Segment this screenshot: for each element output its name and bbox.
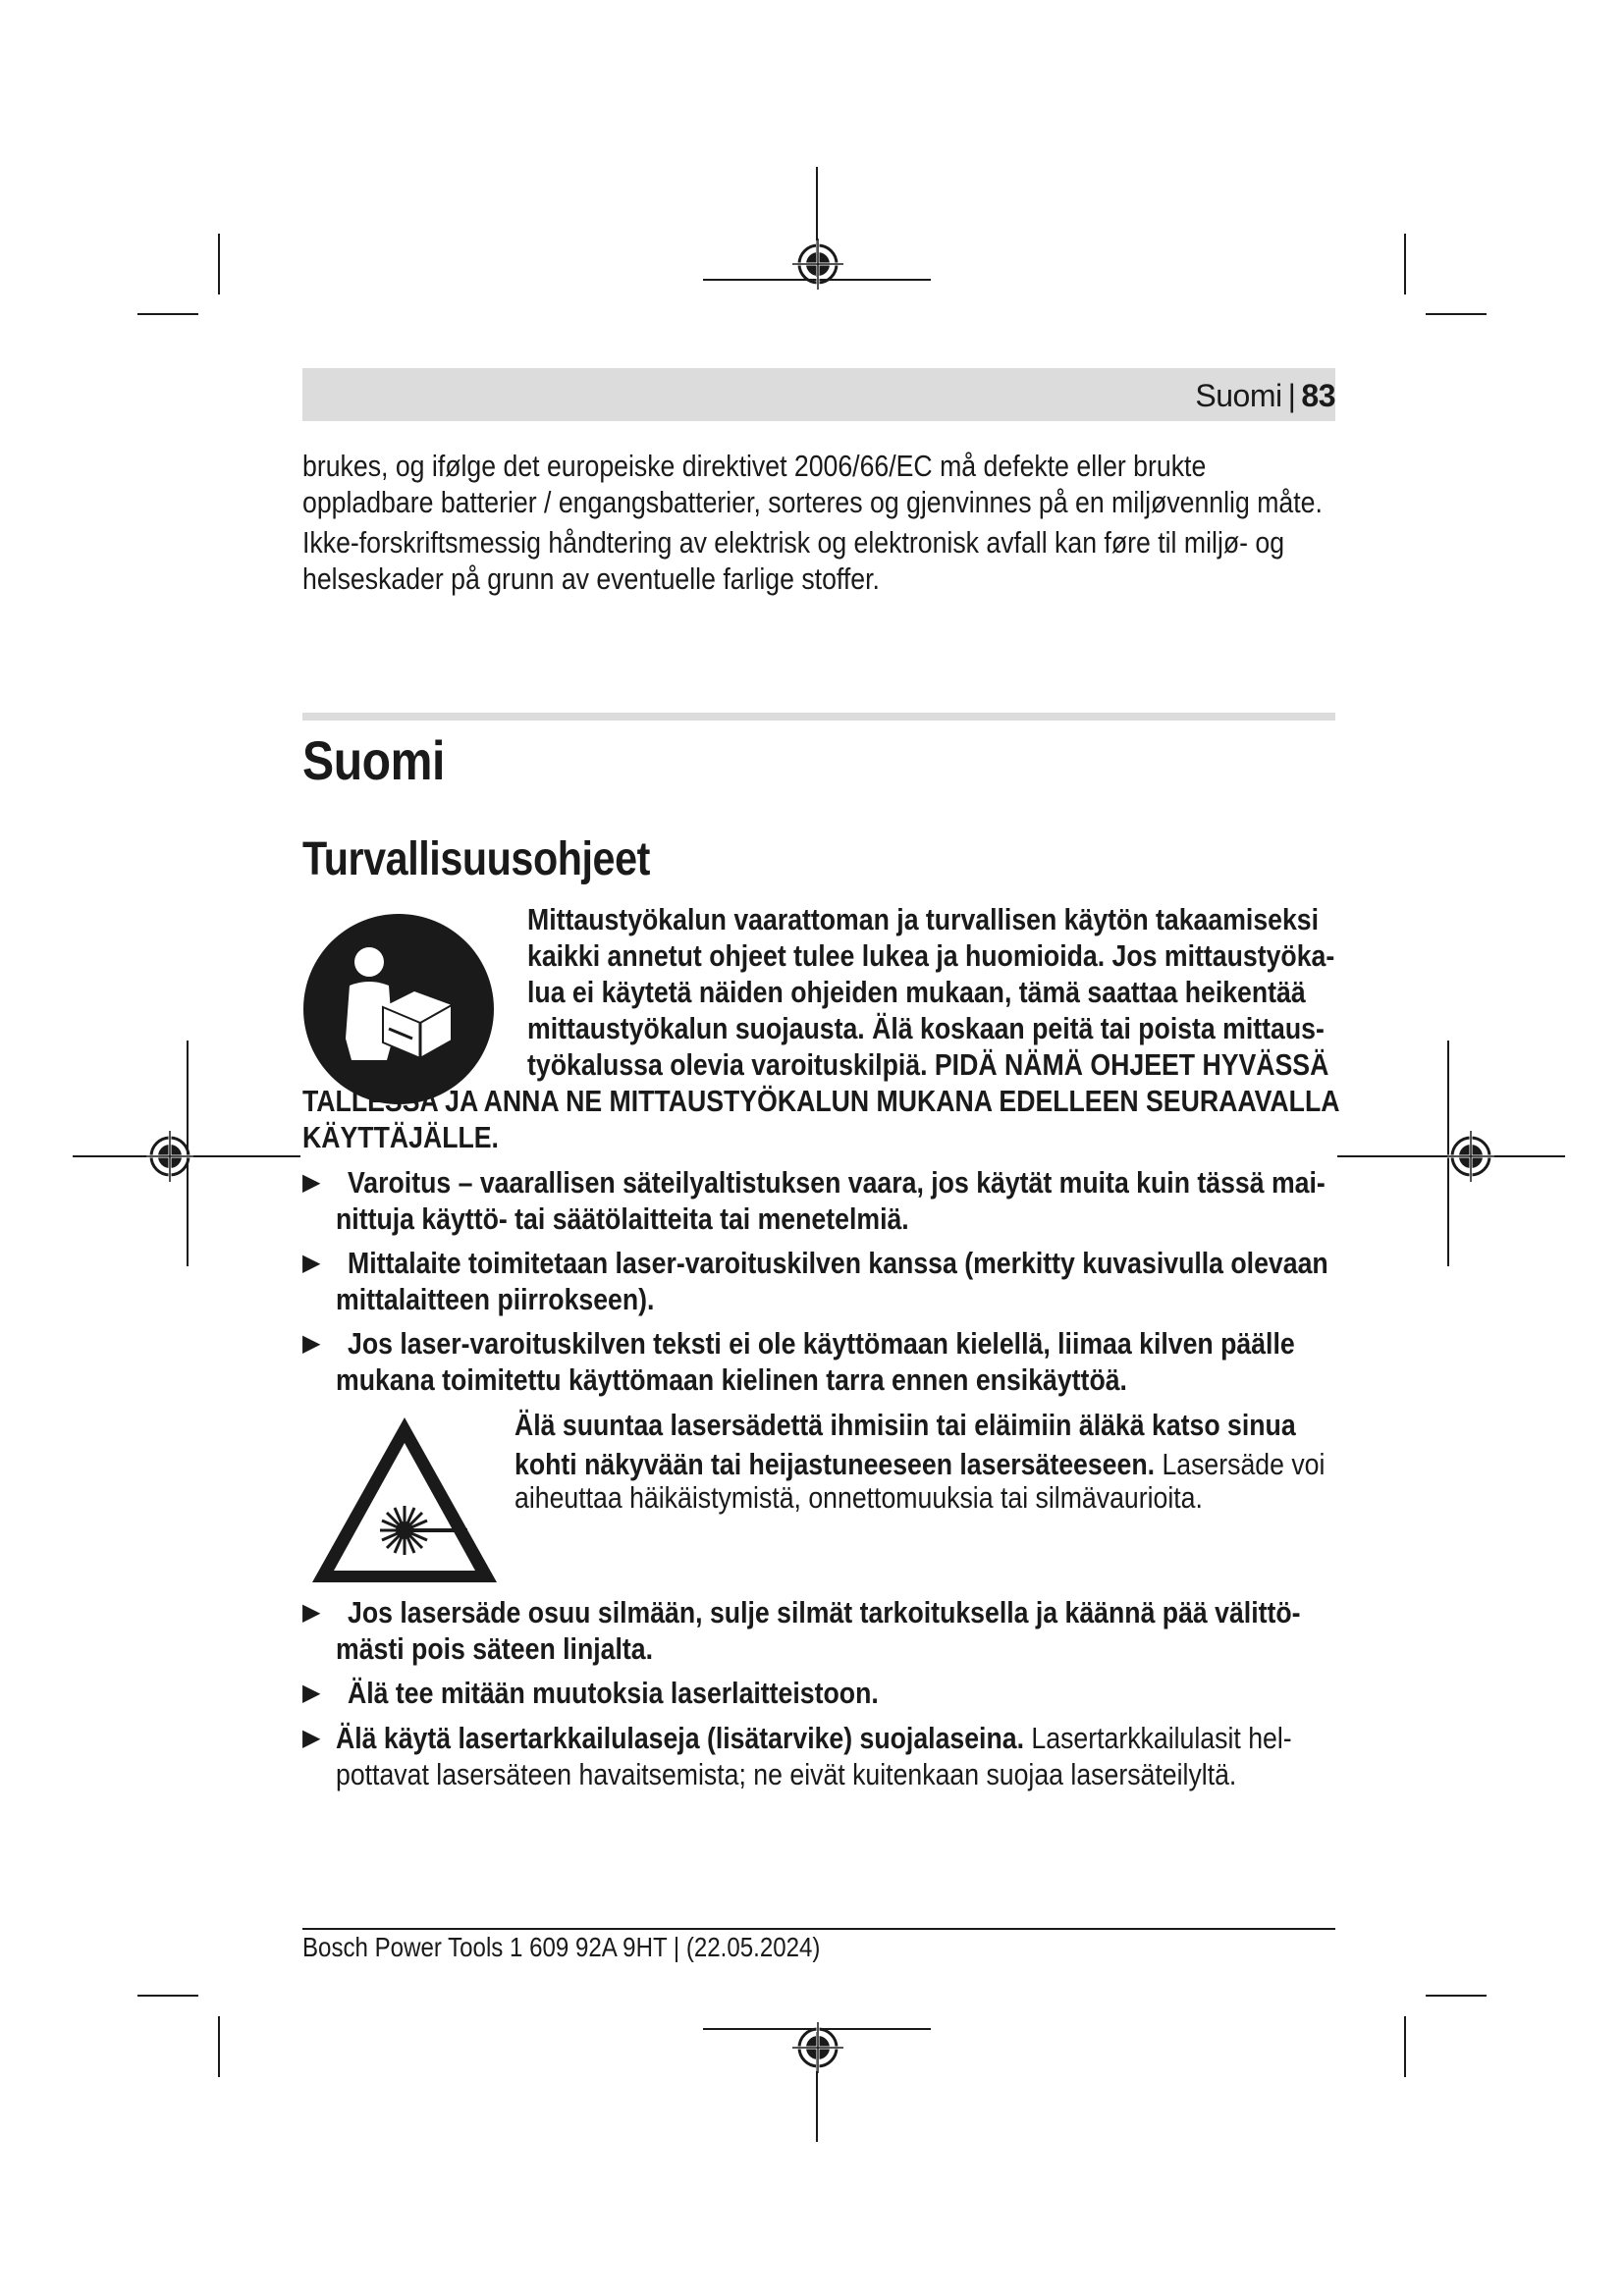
running-header: Suomi | 83 <box>1195 378 1335 413</box>
safety-intro-beside-icon <box>527 901 1466 1083</box>
registration-mark-icon <box>792 239 843 290</box>
list-item-text: Jos lasersäde osuu silmään, sulje silmät tarkoituksella ja käännä pää välittö- <box>348 1595 1301 1629</box>
bullet-marker: ▶ <box>302 1725 321 1751</box>
list-item-text: Älä käytä lasertarkkailulaseja (lisätarvike) suojalaseina. Lasertarkkailulasit hel- <box>336 1721 1292 1755</box>
text-line: brukes, og ifølge det europeiske direktivet 2006/66/EC må defekte eller brukte <box>302 449 1207 483</box>
subsection-title: Turvallisuusohjeet <box>302 833 650 885</box>
list-item-text: pottavat lasersäteen havaitsemista; ne eivät kuitenkaan suojaa lasersäteilyltä. <box>336 1757 1237 1791</box>
text-line: oppladbare batterier / engangsbatterier, sorteres og gjenvinnes på en miljøvennlig måte. <box>302 485 1323 519</box>
bullet-marker: ▶ <box>302 1250 321 1276</box>
text-line: KÄYTTÄJÄLLE. <box>302 1120 499 1154</box>
running-header-bar <box>302 368 1335 421</box>
bullet-marker: ▶ <box>302 1680 321 1706</box>
footer-divider <box>302 1928 1335 1930</box>
text-line: kaikki annetut ohjeet tulee lukea ja huomioida. Jos mittaustyöka- <box>527 938 1335 973</box>
list-item-text: mukana toimitettu käyttömaan kielinen tarra ennen ensikäyttöä. <box>336 1362 1127 1397</box>
bullet-marker: ▶ <box>302 1330 321 1357</box>
footer: Bosch Power Tools 1 609 92A 9HT | (22.05.2024) <box>302 1932 821 1962</box>
text-line: TALLESSA JA ANNA NE MITTAUSTYÖKALUN MUKANA EDELLEEN SEURAAVALLA <box>302 1084 1340 1118</box>
list-item-text: mittalaitteen piirrokseen). <box>336 1282 655 1316</box>
intro-paragraph <box>302 448 1489 597</box>
text-line: mittaustyökalun suojausta. Älä koskaan peitä tai poista mittaus- <box>527 1011 1325 1045</box>
list-item-text: nittuja käyttö- tai säätölaitteita tai menetelmiä. <box>336 1201 909 1236</box>
text-line: helseskader på grunn av eventuelle farlige stoffer. <box>302 561 880 596</box>
bullet-marker: ▶ <box>302 1169 321 1196</box>
page-number: 83 <box>1301 378 1335 413</box>
laser-warning-icon <box>308 1414 501 1586</box>
section-title: Suomi <box>302 729 446 791</box>
read-manual-icon <box>302 913 495 1105</box>
text-line: Älä suuntaa lasersädettä ihmisiin tai eläimiin äläkä katso sinua <box>514 1408 1296 1442</box>
list-item-text: Varoitus – vaarallisen säteilyaltistuksen vaara, jos käytät muita kuin tässä mai- <box>348 1165 1326 1200</box>
list-item-text: Älä tee mitään muutoksia laserlaitteistoon. <box>348 1676 879 1710</box>
safety-intro-full-width <box>302 1083 1509 1155</box>
list-item-text: Mittalaite toimitetaan laser-varoituskilven kanssa (merkitty kuvasivulla olevaan <box>348 1246 1328 1280</box>
header-section: Suomi <box>1195 378 1282 413</box>
text-line: aiheuttaa häikäistymistä, onnettomuuksia tai silmävaurioita. <box>514 1480 1203 1515</box>
text-line: lua ei käytetä näiden ohjeiden mukaan, tämä saattaa heikentää <box>527 975 1306 1009</box>
list-item-text: Jos laser-varoituskilven teksti ei ole käyttömaan kielellä, liimaa kilven päälle <box>348 1326 1295 1361</box>
text-line: Mittaustyökalun vaarattoman ja turvallisen käytön takaamiseksi <box>527 902 1320 936</box>
registration-mark-icon <box>792 2022 843 2073</box>
bullet-marker: ▶ <box>302 1599 321 1626</box>
registration-mark-icon <box>144 1131 195 1182</box>
laser-warning-text <box>514 1406 1457 1518</box>
text-line: kohti näkyvään tai heijastuneeseen lasersäteeseen. Lasersäde voi <box>514 1447 1326 1481</box>
section-divider <box>302 713 1335 721</box>
text-line: Ikke-forskriftsmessig håndtering av elektrisk og elektronisk avfall kan føre til miljø- og <box>302 525 1285 560</box>
list-item-text: mästi pois säteen linjalta. <box>336 1631 653 1666</box>
text-line: työkalussa olevia varoituskilpiä. PIDÄ NÄMÄ OHJEET HYVÄSSÄ <box>527 1047 1329 1082</box>
